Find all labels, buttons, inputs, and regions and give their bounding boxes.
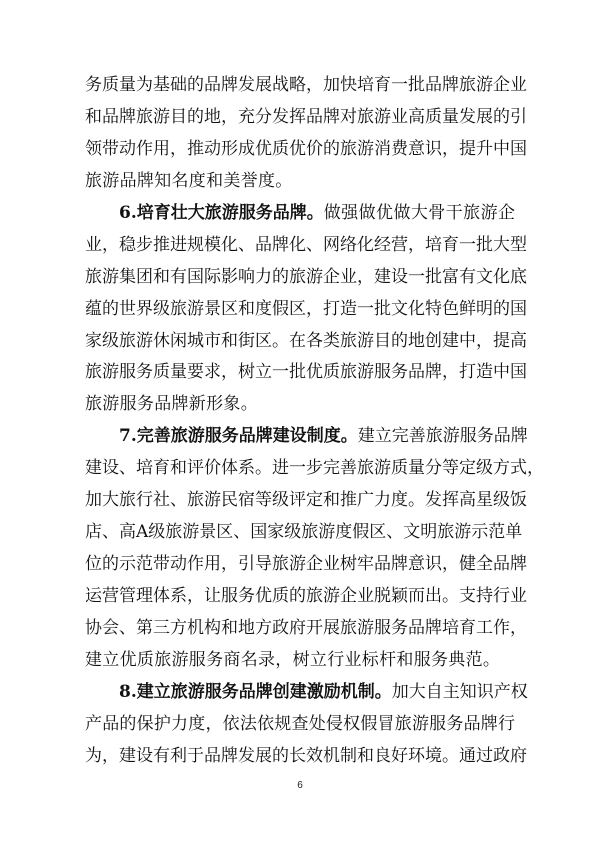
paragraph-text: 旅游集团和有国际影响力的旅游企业，建设一批富有文化底 (85, 266, 527, 287)
text-line (85, 709, 515, 741)
paragraph-heading: 8.建立旅游服务品牌创建激励机制。 (119, 681, 392, 702)
text-line (85, 517, 523, 549)
text-line (85, 326, 527, 358)
paragraph-7 (85, 421, 544, 677)
paragraph-text: 产品的保护力度，依法依规查处侵权假冒旅游服务品牌行 (85, 713, 515, 734)
text-line (85, 198, 515, 230)
paragraph-text: 旅游服务品牌新形象。 (85, 394, 258, 415)
indent-space (85, 198, 119, 230)
paragraph-text: 蕴的世界级旅游景区和度假区，打造一批文化特色鲜明的国 (85, 298, 527, 319)
paragraph-8 (85, 677, 528, 773)
heading-line-content (119, 677, 528, 709)
text-line (85, 485, 527, 517)
text-line (85, 134, 527, 166)
text-line (85, 613, 527, 645)
paragraph-heading: 6.培育壮大旅游服务品牌。 (119, 202, 324, 223)
text-line (85, 166, 515, 198)
paragraph-text: 运营管理体系，让服务优质的旅游企业脱颖而出。支持行业 (85, 586, 527, 606)
paragraph-text: 领带动作用，推动形成优质优价的旅游消费意识，提升中国 (85, 138, 527, 159)
paragraph-text: 建设、培育和评价体系。进一步完善旅游质量分等定级方式， (85, 458, 544, 479)
text-line (85, 389, 515, 421)
text-line (85, 262, 527, 294)
text-line (85, 549, 527, 581)
paragraph-text: 做强做优做大骨干旅游企 (323, 202, 515, 223)
paragraph-heading: 7.完善旅游服务品牌建设制度。 (119, 426, 358, 447)
text-line (85, 421, 528, 453)
paragraph-text: 旅游品牌知名度和美誉度。 (85, 170, 293, 191)
text-line (85, 677, 528, 709)
heading-line-content (119, 198, 515, 230)
text-line (85, 453, 544, 485)
paragraph-text: 建立完善旅游服务品牌 (357, 426, 528, 447)
paragraph-text: 加大旅行社、旅游民宿等级评定和推广力度。发挥高星级饭 (85, 490, 527, 511)
paragraph-text: 协会、第三方机构和地方政府开展旅游服务品牌培育工作， (85, 617, 527, 638)
paragraph-text: 和品牌旅游目的地，充分发挥品牌对旅游业高质量发展的引 (85, 106, 527, 127)
text-line (85, 102, 527, 134)
text-line (85, 741, 527, 773)
paragraph-text: 店、高A级旅游景区、国家级旅游度假区、文明旅游示范单 (85, 522, 523, 543)
paragraph-text: 旅游服务质量要求，树立一批优质旅游服务品牌，打造中国 (85, 362, 527, 383)
paragraph-text: 位的示范带动作用，引导旅游企业树牢品牌意识，健全品牌 (85, 554, 527, 575)
indent-space (85, 421, 119, 453)
heading-line-content (119, 421, 528, 453)
paragraph-text: 为，建设有利于品牌发展的长效机制和良好环境。通过政府 (85, 745, 527, 766)
text-line (85, 357, 527, 389)
text-line (85, 230, 527, 262)
paragraph-text: 业，稳步推进规模化、品牌化、网络化经营，培育一批大型 (85, 234, 527, 255)
paragraph-text: 家级旅游休闲城市和街区。在各类旅游目的地创建中，提高 (85, 330, 527, 351)
paragraph-text: 务质量为基础的品牌发展战略，加快培育一批品牌旅游企业 (85, 75, 527, 95)
paragraph-6 (85, 198, 527, 422)
text-line (85, 294, 527, 326)
paragraph-continuation (85, 70, 527, 198)
text-line (85, 645, 515, 677)
paragraph-text: 加大自主知识产权 (391, 681, 528, 702)
page-number: 6 (297, 780, 303, 791)
text-line (85, 70, 527, 102)
indent-space (85, 677, 119, 709)
document-body (85, 70, 544, 773)
text-line (85, 581, 527, 613)
paragraph-text: 建立优质旅游服务商名录，树立行业标杆和服务典范。 (85, 649, 501, 670)
